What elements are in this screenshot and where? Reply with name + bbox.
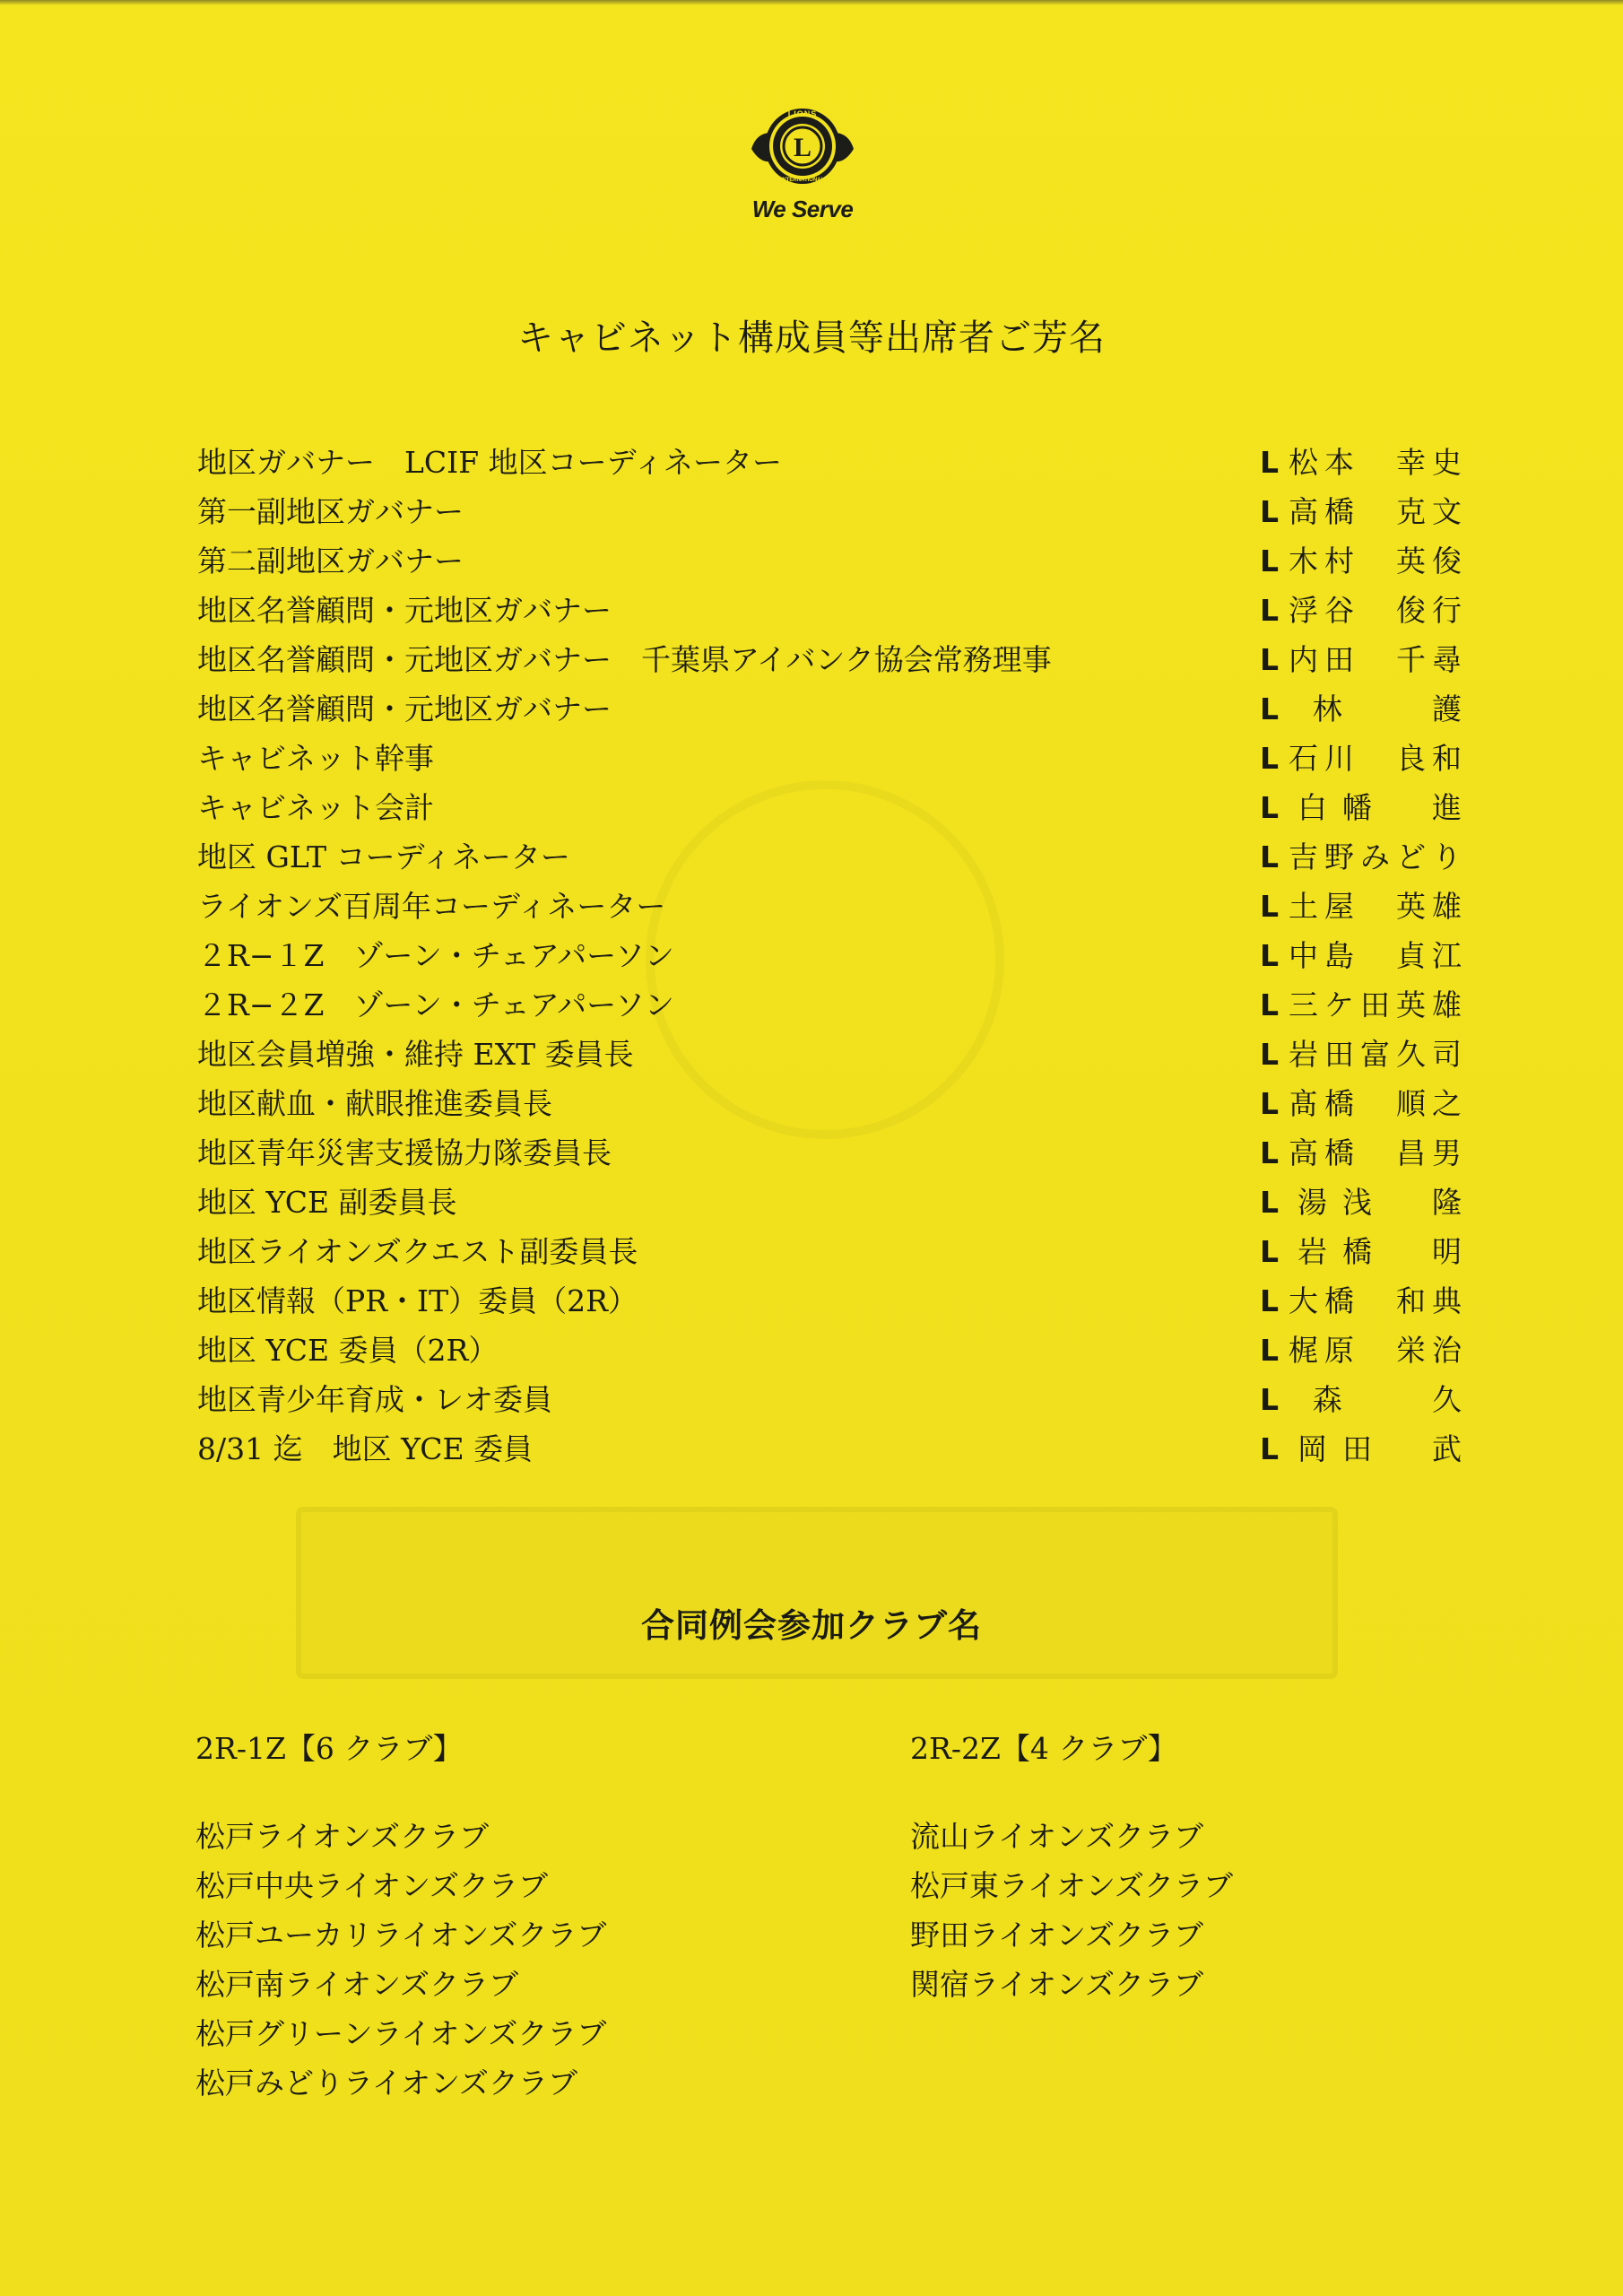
- lions-logo: [744, 97, 861, 231]
- club-name: 松戸南ライオンズクラブ: [195, 1967, 519, 2002]
- attendee-row: [197, 1079, 1462, 1128]
- attendee-row: [197, 635, 1462, 684]
- club-name: 関宿ライオンズクラブ: [910, 1967, 1204, 2002]
- club-name: 松戸ユーカリライオンズクラブ: [195, 1918, 607, 1952]
- attendee-name: L 梶原 栄治: [1260, 1333, 1462, 1368]
- attendee-name: L 高橋 克文: [1260, 494, 1462, 529]
- attendee-row: [197, 1178, 1462, 1227]
- attendee-name: L 松本 幸史: [1260, 445, 1462, 480]
- svg-text:L: L: [793, 133, 812, 162]
- attendee-name: L 石川 良和: [1260, 741, 1462, 776]
- zone-heading: 2R-1Z【6 クラブ】: [195, 1731, 463, 1766]
- attendee-row: [197, 882, 1462, 931]
- attendee-name: L 内田 千尋: [1260, 642, 1462, 677]
- attendee-row: [197, 734, 1462, 783]
- attendee-name: L 岩田富久司: [1260, 1037, 1462, 1072]
- participating-clubs-title: 合同例会参加クラブ名: [641, 1606, 982, 1645]
- attendee-role: キャビネット会計: [197, 790, 434, 825]
- attendee-name: L 三ケ田英雄: [1260, 987, 1462, 1022]
- attendee-name: L 髙橋 順之: [1260, 1086, 1462, 1121]
- attendee-role: 地区 YCE 副委員長: [197, 1185, 457, 1220]
- lions-emblem-icon: [744, 97, 861, 196]
- attendee-name: L 浮谷 俊行: [1260, 593, 1462, 628]
- attendee-role: 地区情報（PR・IT）委員（2R）: [197, 1283, 638, 1318]
- club-name: 松戸グリーンライオンズクラブ: [195, 2016, 607, 2051]
- attendee-name: L 岩橋 明: [1260, 1234, 1462, 1269]
- attendee-row: [197, 783, 1462, 832]
- attendee-name: L 湯浅 隆: [1260, 1185, 1462, 1220]
- club-name: 野田ライオンズクラブ: [910, 1918, 1204, 1952]
- attendee-row: [197, 1276, 1462, 1326]
- attendee-role: 地区青年災害支援協力隊委員長: [197, 1135, 612, 1170]
- zone-1-club-list: [195, 1722, 606, 2108]
- attendee-role: ２R−１Z ゾーン・チェアパーソン: [197, 938, 674, 973]
- zone-heading: 2R-2Z【4 クラブ】: [910, 1731, 1177, 1766]
- svg-text:LIONS: LIONS: [787, 109, 818, 118]
- attendee-role: 8/31 迄 地区 YCE 委員: [197, 1431, 534, 1466]
- club-name: 流山ライオンズクラブ: [910, 1819, 1204, 1854]
- attendee-name: L 木村 英俊: [1260, 544, 1462, 578]
- attendee-role: 第一副地区ガバナー: [197, 494, 464, 529]
- attendee-name: L 白幡 進: [1260, 790, 1462, 825]
- attendee-row: [197, 931, 1462, 980]
- attendee-row: [197, 1424, 1462, 1474]
- we-serve-tagline: We Serve: [751, 196, 854, 222]
- attendee-row: [197, 1375, 1462, 1424]
- attendee-name: L 岡田 武: [1260, 1431, 1462, 1466]
- attendee-role: 地区名誉顧問・元地区ガバナー: [197, 691, 612, 726]
- attendee-name: L 大橋 和典: [1260, 1283, 1462, 1318]
- zone-2-club-list: [910, 1722, 1233, 2009]
- attendee-role: 地区ライオンズクエスト副委員長: [197, 1234, 638, 1269]
- attendee-role: ライオンズ百周年コーディネーター: [197, 889, 666, 924]
- attendee-role: 地区名誉顧問・元地区ガバナー: [197, 593, 612, 628]
- attendee-name: L 吉野みどり: [1260, 839, 1462, 874]
- attendee-row: [197, 1030, 1462, 1079]
- attendee-row: [197, 684, 1462, 734]
- attendee-row: [197, 586, 1462, 635]
- attendee-row: [197, 1128, 1462, 1178]
- club-name: 松戸みどりライオンズクラブ: [195, 2066, 578, 2100]
- attendee-role: 地区ガバナー LCIF 地区コーディネーター: [197, 445, 782, 480]
- attendee-row: [197, 1227, 1462, 1276]
- attendee-roster: [197, 438, 1462, 1474]
- club-name: 松戸中央ライオンズクラブ: [195, 1868, 549, 1903]
- attendee-role: 地区 YCE 委員（2R）: [197, 1333, 499, 1368]
- attendee-role: 地区青少年育成・レオ委員: [197, 1382, 552, 1417]
- attendee-name: L 林 護: [1260, 691, 1462, 726]
- club-name: 松戸東ライオンズクラブ: [910, 1868, 1234, 1903]
- attendee-name: L 中島 貞江: [1260, 938, 1462, 973]
- attendee-role: 地区会員増強・維持 EXT 委員長: [197, 1037, 634, 1072]
- attendee-row: [197, 980, 1462, 1030]
- scan-edge-shadow: [0, 0, 1623, 5]
- attendee-role: 第二副地区ガバナー: [197, 544, 464, 578]
- attendee-row: [197, 438, 1462, 487]
- attendees-title: キャビネット構成員等出席者ご芳名: [517, 317, 1106, 359]
- attendee-name: L 土屋 英雄: [1260, 889, 1462, 924]
- attendee-row: [197, 1326, 1462, 1375]
- attendee-role: 地区献血・献眼推進委員長: [197, 1086, 552, 1121]
- attendee-role: ２R−２Z ゾーン・チェアパーソン: [197, 987, 674, 1022]
- club-name: 松戸ライオンズクラブ: [195, 1819, 490, 1854]
- attendee-role: 地区 GLT コーディネーター: [197, 839, 570, 874]
- svg-text:INTERNATIONAL: INTERNATIONAL: [780, 178, 825, 183]
- attendee-row: [197, 832, 1462, 882]
- attendee-role: キャビネット幹事: [197, 741, 434, 776]
- attendee-role: 地区名誉顧問・元地区ガバナー 千葉県アイバンク協会常務理事: [197, 642, 1052, 677]
- show-through-banner: [296, 1507, 1338, 1679]
- attendee-row: [197, 487, 1462, 536]
- attendee-name: L 高橋 昌男: [1260, 1135, 1462, 1170]
- attendee-row: [197, 536, 1462, 586]
- attendee-name: L 森 久: [1260, 1382, 1462, 1417]
